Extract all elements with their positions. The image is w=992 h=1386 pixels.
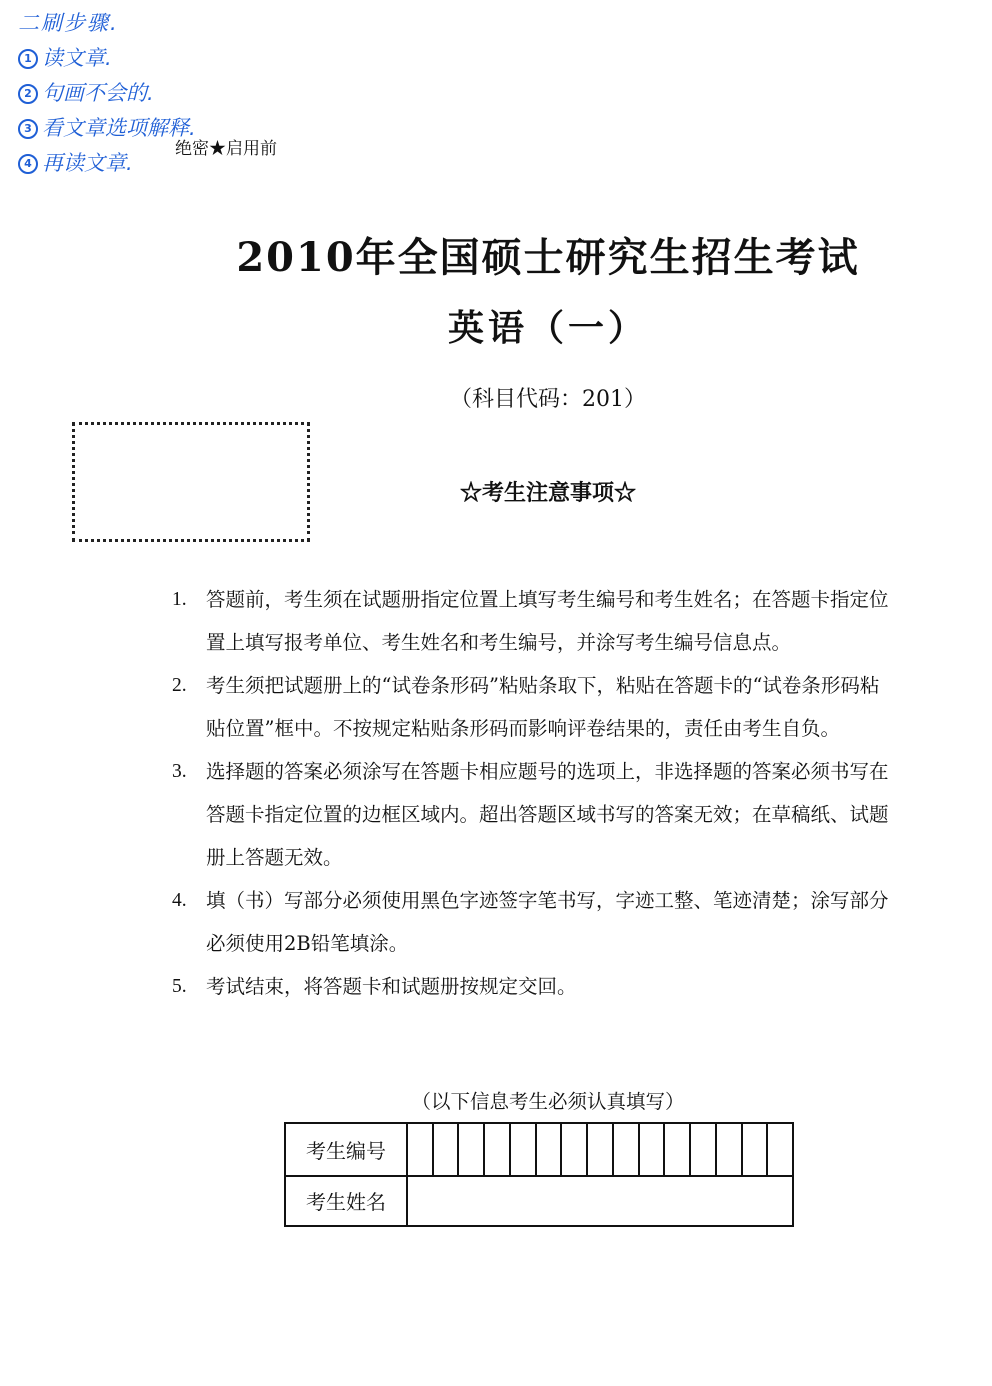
handwritten-note-step [18,76,258,111]
candidate-info-table [284,1122,794,1227]
instruction-number: 2. [172,675,187,696]
exam-number-digit-cell[interactable] [537,1124,563,1175]
exam-number-digit-cell[interactable] [665,1124,691,1175]
circled-number-icon: 3 [18,119,38,139]
instruction-number: 3. [172,761,187,782]
instruction-number: 4. [172,890,187,911]
exam-number-digit-cell[interactable] [768,1124,792,1175]
fill-in-note: （以下信息考生必须认真填写） [411,1090,685,1113]
instruction-item [172,578,892,664]
instruction-text: 填（书）写部分必须使用黑色字迹签字笔书写，字迹工整、笔迹清楚；涂写部分必须使用2B铅笔填涂。 [206,889,889,955]
handwritten-note-text: 读文章. [42,46,112,70]
exam-title: 2010年全国硕士研究生招生考试 [236,234,860,281]
instruction-number: 5. [172,976,187,997]
confidential-label: 绝密★启用前 [175,139,277,159]
handwritten-note-text: 看文章选项解释. [42,116,196,140]
instruction-item [172,750,892,879]
instructions-list [172,578,892,1008]
exam-number-digit-cell[interactable] [717,1124,743,1175]
subject-title: 英语（一） [447,307,648,349]
instruction-item [172,965,892,1008]
exam-number-digit-cell[interactable] [562,1124,588,1175]
instruction-text: 考生须把试题册上的“试卷条形码”粘贴条取下，粘贴在答题卡的“试卷条形码粘贴位置”框中。不按规定粘贴条形码而影响评卷结果的，责任由考生自负。 [206,674,880,740]
exam-number-digit-cell[interactable] [511,1124,537,1175]
instruction-item [172,879,892,965]
name-label: 考生姓名 [286,1177,408,1226]
notice-heading: ☆考生注意事项☆ [459,480,636,506]
subject-code: （科目代码：201） [450,387,646,412]
handwritten-note-step [18,41,258,76]
exam-number-digit-cell[interactable] [743,1124,769,1175]
exam-number-cells [408,1124,792,1175]
handwritten-note-title: 二刷步骤. [18,11,119,35]
exam-number-digit-cell[interactable] [459,1124,485,1175]
circled-number-icon: 2 [18,84,38,104]
instruction-number: 1. [172,589,187,610]
exam-number-digit-cell[interactable] [588,1124,614,1175]
circled-number-icon: 4 [18,154,38,174]
instruction-text: 考试结束，将答题卡和试题册按规定交回。 [206,975,577,998]
exam-number-digit-cell[interactable] [614,1124,640,1175]
instruction-text: 选择题的答案必须涂写在答题卡相应题号的选项上，非选择题的答案必须书写在答题卡指定位置的边框区域内。超出答题区域书写的答案无效；在草稿纸、试题册上答题无效。 [206,760,889,869]
instruction-text: 答题前，考生须在试题册指定位置上填写考生编号和考生姓名；在答题卡指定位置上填写报考单位、考生姓名和考生编号，并涂写考生编号信息点。 [206,588,889,654]
exam-number-label: 考生编号 [286,1124,408,1175]
handwritten-note-text: 再读文章. [42,151,133,175]
exam-number-digit-cell[interactable] [434,1124,460,1175]
name-row [286,1175,792,1226]
instruction-item [172,664,892,750]
name-field[interactable] [408,1177,792,1226]
handwritten-note-text: 句画不会的. [42,81,154,105]
exam-number-digit-cell[interactable] [640,1124,666,1175]
exam-number-digit-cell[interactable] [485,1124,511,1175]
circled-number-icon: 1 [18,49,38,69]
exam-number-digit-cell[interactable] [408,1124,434,1175]
exam-number-digit-cell[interactable] [691,1124,717,1175]
exam-number-row [286,1124,792,1175]
